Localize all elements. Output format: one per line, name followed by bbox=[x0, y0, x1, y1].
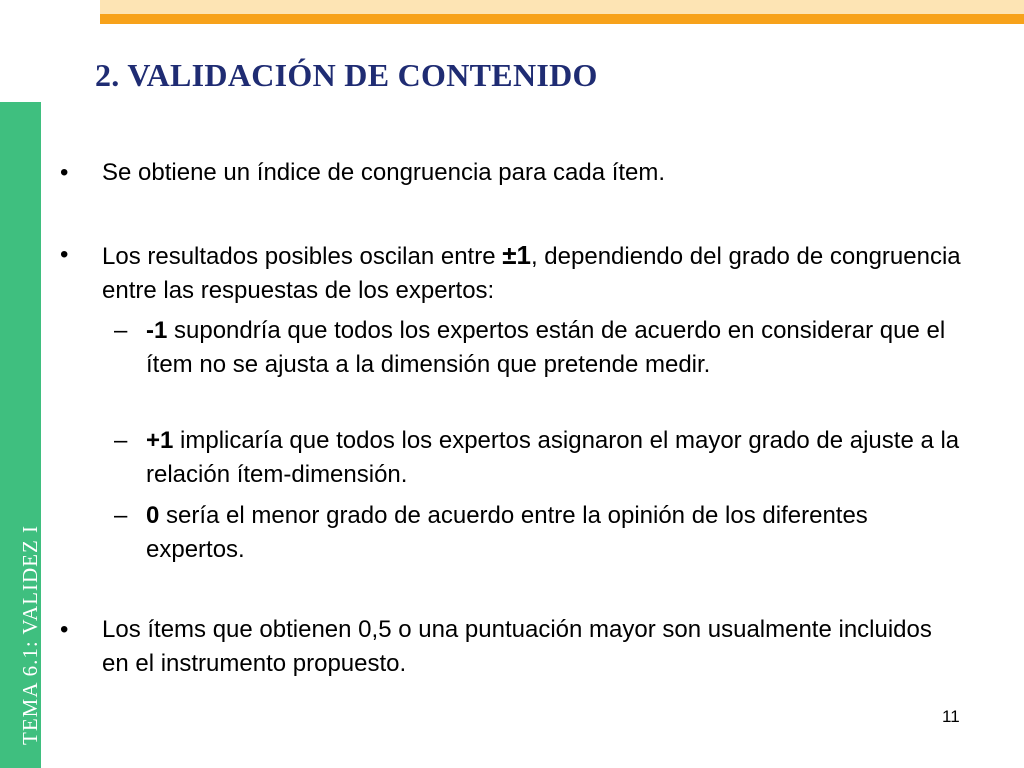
bullet-marker: • bbox=[60, 159, 69, 186]
bullet-item bbox=[60, 156, 962, 190]
bullet-text: , dependiendo del grado de congruencia entre las respuestas de los expertos: bbox=[102, 243, 961, 304]
dash-marker: – bbox=[114, 502, 128, 529]
bullet-text: Se obtiene un índice de congruencia para cada ítem. bbox=[102, 159, 666, 186]
bullet-text: Los ítems que obtienen 0,5 o una puntuación mayor son usualmente incluidos en el instrumento propuesto. bbox=[102, 616, 932, 677]
bullet-marker: • bbox=[60, 616, 69, 643]
sub-bullet-item bbox=[114, 499, 966, 567]
dash-marker: – bbox=[114, 317, 128, 344]
sub-bullet-text: implicaría que todos los expertos asignaron el mayor grado de ajuste a la relación ítem-dimensión. bbox=[146, 427, 960, 488]
sub-bullet-text: supondría que todos los expertos están de acuerdo en considerar que el ítem no se ajusta a la dimensión que pretende medir. bbox=[146, 317, 946, 378]
value-label: 0 bbox=[146, 502, 160, 529]
value-label: -1 bbox=[146, 317, 168, 344]
dash-marker: – bbox=[114, 427, 128, 454]
value-label: +1 bbox=[146, 427, 174, 454]
bullet-text: Los resultados posibles oscilan entre bbox=[102, 243, 503, 270]
sub-bullet-text: sería el menor grado de acuerdo entre la opinión de los diferentes expertos. bbox=[146, 502, 868, 563]
sub-bullet-item bbox=[114, 424, 966, 492]
bullet-marker: • bbox=[60, 241, 69, 268]
bullet-item bbox=[60, 613, 962, 681]
sub-bullet-item bbox=[114, 314, 966, 382]
page-number: 11 bbox=[942, 707, 960, 726]
plus-minus-value: ±1 bbox=[502, 240, 531, 270]
side-label: TEMA 6.1: VALIDEZ I bbox=[18, 524, 42, 745]
bullet-item bbox=[60, 238, 962, 308]
slide-title: 2. VALIDACIÓN DE CONTENIDO bbox=[95, 57, 598, 93]
